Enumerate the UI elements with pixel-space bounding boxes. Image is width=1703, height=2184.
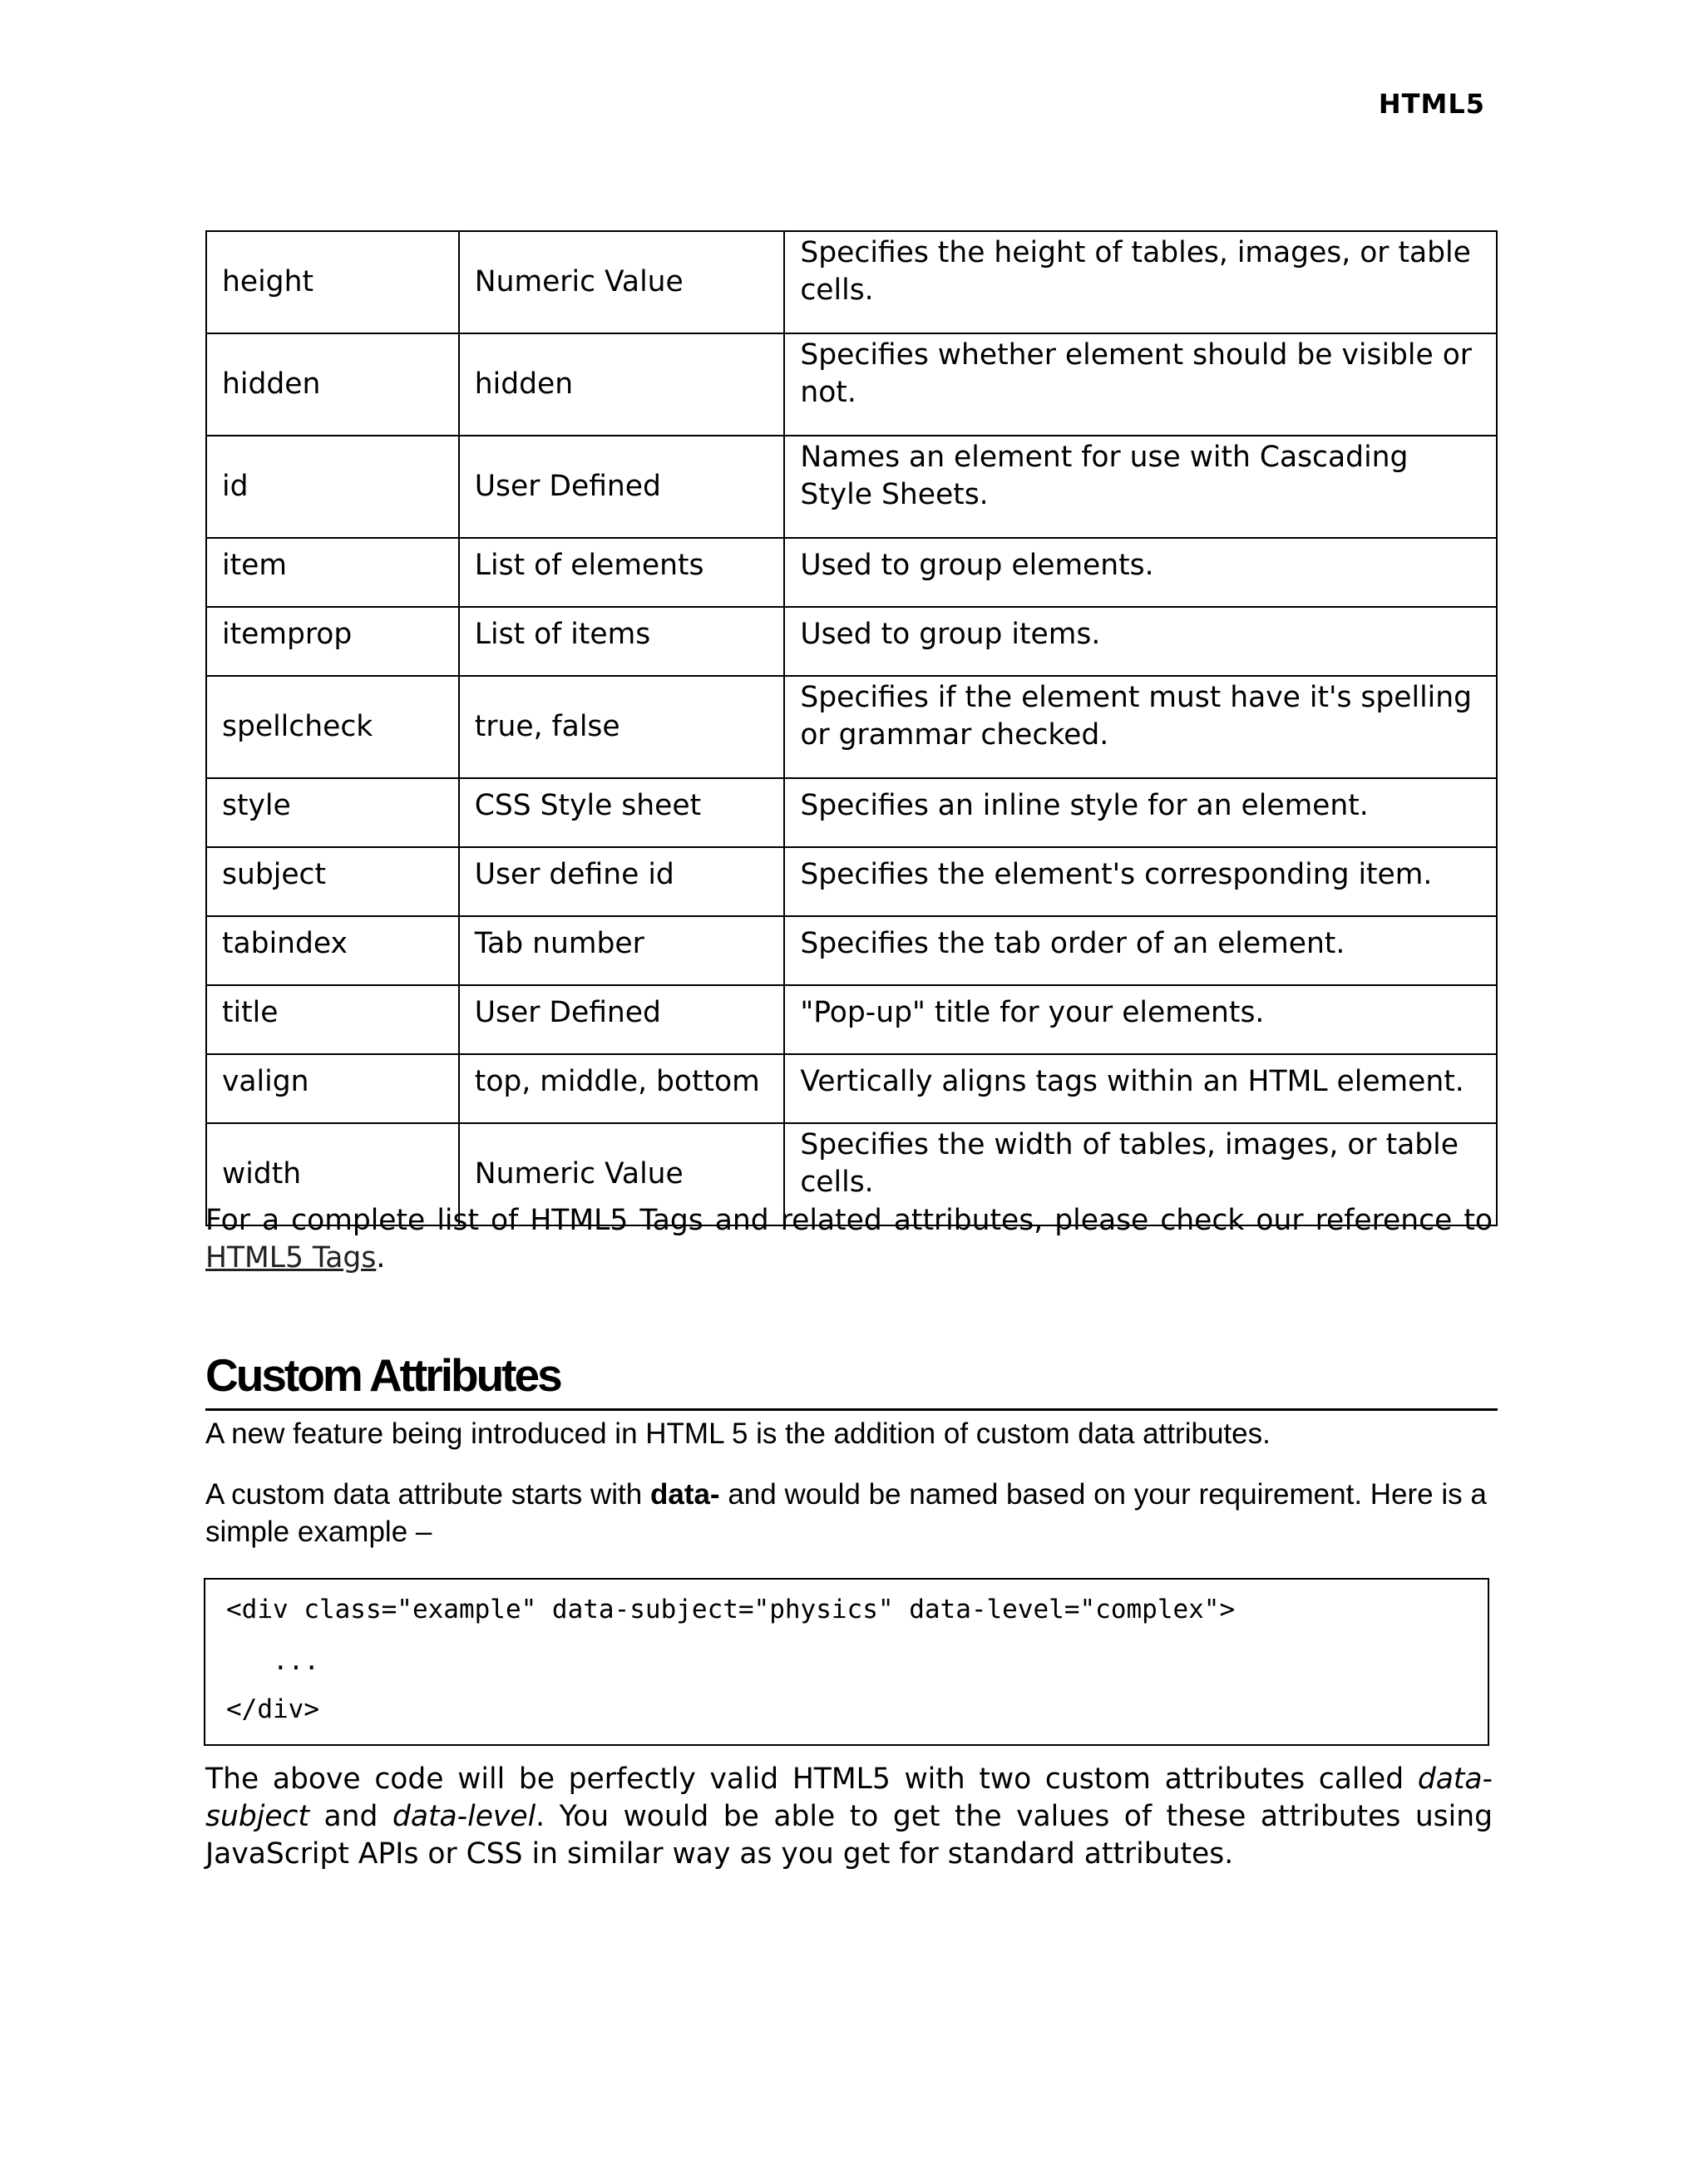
attribute-cell: item [206, 538, 459, 607]
attribute-cell: width [206, 1123, 459, 1225]
value-cell: User Defined [459, 436, 785, 538]
description-cell: Specifies the height of tables, images, or table cells. [784, 231, 1497, 333]
italic-term: data-subject [205, 1762, 1493, 1833]
code-example-box [204, 1578, 1489, 1746]
value-cell: hidden [459, 333, 785, 436]
reference-text: For a complete list of HTML5 Tags and related attributes, please check our reference to [205, 1204, 1493, 1237]
description-cell: "Pop-up" title for your elements. [784, 985, 1497, 1054]
value-cell: User define id [459, 847, 785, 916]
italic-term: data-level [392, 1800, 536, 1833]
table-row [206, 916, 1497, 985]
table-row [206, 436, 1497, 538]
reference-paragraph [205, 1202, 1493, 1277]
description-cell: Used to group items. [784, 607, 1497, 676]
html5-tags-link[interactable]: HTML5 Tags [205, 1241, 377, 1274]
value-cell: true, false [459, 676, 785, 778]
attribute-cell: height [206, 231, 459, 333]
description-cell: Specifies the element's corresponding item. [784, 847, 1497, 916]
code-line: </div> [226, 1694, 319, 1724]
custom-para-text: A custom data attribute starts with [205, 1478, 650, 1511]
attribute-cell: title [206, 985, 459, 1054]
description-cell: Used to group elements. [784, 538, 1497, 607]
closing-text: and [309, 1800, 392, 1833]
description-cell: Specifies the tab order of an element. [784, 916, 1497, 985]
value-cell: Numeric Value [459, 1123, 785, 1225]
attribute-cell: spellcheck [206, 676, 459, 778]
table-row [206, 607, 1497, 676]
value-cell: top, middle, bottom [459, 1054, 785, 1123]
attribute-cell: hidden [206, 333, 459, 436]
value-cell: User Defined [459, 985, 785, 1054]
attributes-table [205, 230, 1498, 1226]
table-row [206, 676, 1497, 778]
value-cell: List of items [459, 607, 785, 676]
value-cell: CSS Style sheet [459, 778, 785, 847]
code-line: <div class="example" data-subject="physics" data-level="complex"> [226, 1595, 1236, 1624]
custom-data-paragraph [205, 1476, 1493, 1550]
closing-text: The above code will be perfectly valid HTML5 with two custom attributes called [205, 1762, 1418, 1796]
table-row [206, 778, 1497, 847]
closing-paragraph [205, 1761, 1493, 1873]
closing-text: . You would be able to get the values of these attributes using JavaScript APIs or CSS in similar way as you get for standard attributes. [205, 1800, 1493, 1871]
description-cell: Specifies an inline style for an element. [784, 778, 1497, 847]
custom-para-text-end: and would be named based on your requirement. Here is a simple example – [205, 1478, 1487, 1548]
description-cell: Vertically aligns tags within an HTML element. [784, 1054, 1497, 1123]
description-cell: Names an element for use with Cascading Style Sheets. [784, 436, 1497, 538]
running-header: HTML5 [1378, 88, 1485, 120]
attribute-cell: id [206, 436, 459, 538]
code-line: ... [226, 1646, 319, 1676]
value-cell: Numeric Value [459, 231, 785, 333]
data-prefix-bold: data- [649, 1478, 720, 1511]
attribute-cell: tabindex [206, 916, 459, 985]
intro-paragraph: A new feature being introduced in HTML 5 is the addition of custom data attributes. [205, 1417, 1271, 1450]
description-cell: Specifies if the element must have it's spelling or grammar checked. [784, 676, 1497, 778]
attribute-cell: subject [206, 847, 459, 916]
reference-text-end: . [376, 1241, 386, 1274]
description-cell: Specifies the width of tables, images, or table cells. [784, 1123, 1497, 1225]
table-row [206, 1054, 1497, 1123]
description-cell: Specifies whether element should be visible or not. [784, 333, 1497, 436]
value-cell: Tab number [459, 916, 785, 985]
table-row [206, 538, 1497, 607]
attribute-cell: itemprop [206, 607, 459, 676]
attribute-cell: style [206, 778, 459, 847]
attribute-cell: valign [206, 1054, 459, 1123]
value-cell: List of elements [459, 538, 785, 607]
section-heading: Custom Attributes [205, 1345, 1498, 1411]
table-row [206, 231, 1497, 333]
table-row [206, 985, 1497, 1054]
table-row [206, 847, 1497, 916]
table-row [206, 333, 1497, 436]
